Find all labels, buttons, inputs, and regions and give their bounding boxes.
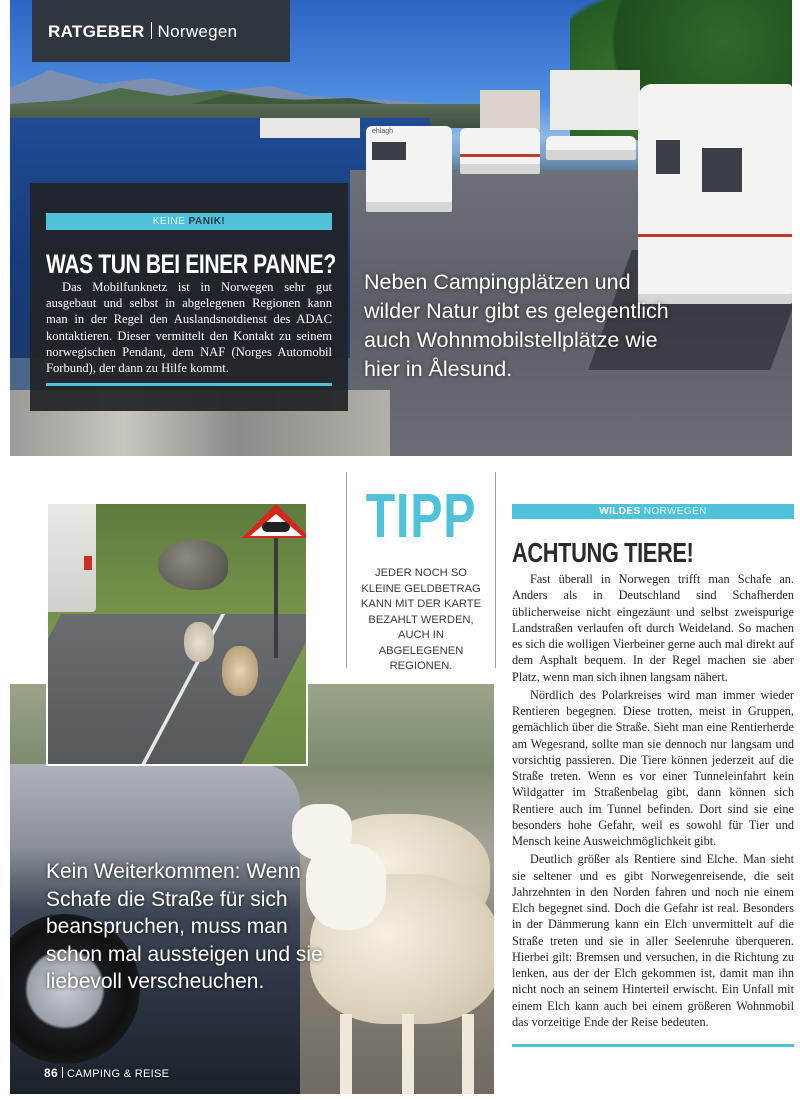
page-number: 86	[44, 1066, 58, 1080]
asphalt-road	[46, 614, 308, 766]
building	[260, 118, 360, 138]
motorhome	[460, 128, 540, 174]
breakdown-title: WAS TUN BEI EINER PANNE?	[46, 249, 336, 279]
animals-article	[512, 504, 794, 1032]
article-divider	[512, 1044, 794, 1047]
van	[46, 504, 96, 612]
box-divider	[46, 383, 332, 386]
kicker-bold: PANIK!	[188, 216, 226, 227]
breakdown-text: Das Mobilfunknetz ist in Norwegen sehr gut ausgebaut und selbst in abgelegenen Regionen kann man in der Regel den Auslandsnotdienst des ADAC kontaktieren. Dieser vermittelt den Kontakt zu seinem norwegischen Pendant, dem NAF (Norges Automobil Forbund), der dann zu Hilfe kommt.	[46, 280, 332, 376]
sheep	[184, 622, 214, 662]
article-kicker	[512, 504, 794, 519]
building	[550, 70, 640, 130]
paragraph: Fast überall in Norwegen trifft man Schafe an. Anders als in Deutschland sind Schafherden üblicherweise nicht eingezäunt und selbst zweispurige Landstraßen verlaufen oft durch Weideland. So machen es sich die wolligen Vierbeiner gerne auch mal direkt auf dem Asphalt bequem. In der Regel machen sie aber Platz, wenn man sich ihnen langsam nähert.	[512, 572, 794, 684]
section-region: Norwegen	[157, 22, 238, 41]
sheep	[222, 646, 258, 696]
building	[480, 90, 540, 130]
page-footer	[44, 1066, 169, 1080]
breakdown-info-box	[30, 183, 348, 411]
motorhome-row	[546, 136, 636, 160]
article-body	[512, 571, 794, 1030]
boulder	[158, 540, 228, 590]
section-label: RATGEBER	[48, 22, 145, 41]
tip-box	[346, 472, 496, 672]
kicker-rest: NORWEGEN	[640, 506, 707, 517]
sheep-leg	[340, 1014, 352, 1094]
magazine-name: CAMPING & REISE	[66, 1068, 170, 1080]
sheep-leg	[462, 1014, 474, 1094]
tip-text: JEDER NOCH SO KLEINE GELDBETRAG KANN MIT DER KARTE BEZAHLT WERDEN, AUCH IN ABGELEGENEN REGIONEN.	[360, 567, 482, 672]
kicker-prefix: KEINE	[152, 216, 189, 227]
paragraph: Deutlich größer als Rentiere sind Elche. Man sieht sie seltener und es gibt Norwegenreisende, die seit Jahrzehnten in den Norden fahren und noch nie einem Elch begegnet sind. Doch die Gefahr ist real. Besonders in der Dämmerung kann ein Elch unvermittelt auf die Straße treten und sie in aller Seelenruhe überqueren. Hierbei gilt: Bremsen und versuchen, in die Richtung zu lenken, aus der der Elch gekommen ist, damit man ihn nicht noch an seinem Hinterteil erwischt. Ein Unfall mit einem Elch kann auch bei einem größeren Wohnmobil das vorzeitige Ende der Reise bedeuten.	[512, 852, 794, 1029]
paragraph: Nördlich des Polarkreises wird man immer wieder Rentieren begegnen. Diese trotten, meist in Gruppen, gemächlich über die Straße. Sieht man eine Rentierherde am Wegesrand, sollte man sie dennoch nur langsam und vorsichtig passieren. Die Tiere können jederzeit auf die Straße treten. Wenn es vor einer Tunneleinfahrt kein Wildgatter im Straßenbelag gibt, dann können sich Rentiere auch im Tunnel befinden. Dort sind sie eine besonders hohe Gefahr, weil es sowohl für Tier und Mensch keine Ausweichmöglichkeit gibt.	[512, 687, 794, 848]
road-sheep-photo	[46, 502, 308, 766]
sheep-leg	[402, 1014, 414, 1094]
tip-title: TIPP	[365, 482, 477, 551]
kicker-bold: WILDES	[599, 506, 641, 517]
rv-brand-text: ehlagh	[372, 128, 394, 135]
sheep-caption: Kein Weiterkommen: Wenn Schafe die Straße für sich beanspruchen, muss man schon mal aussteigen und sie liebevoll verscheuchen.	[46, 860, 323, 993]
harbor-caption: Neben Campingplätzen und wilder Natur gibt es gelegentlich auch Wohnmobilstellplätze wie hier in Ålesund.	[364, 270, 669, 381]
sheep-icon	[262, 522, 290, 532]
article-title: ACHTUNG TIERE!	[512, 537, 694, 568]
breakdown-kicker	[46, 213, 332, 230]
sign-post	[274, 534, 278, 658]
motorhome	[366, 126, 452, 212]
section-tab	[32, 0, 290, 62]
